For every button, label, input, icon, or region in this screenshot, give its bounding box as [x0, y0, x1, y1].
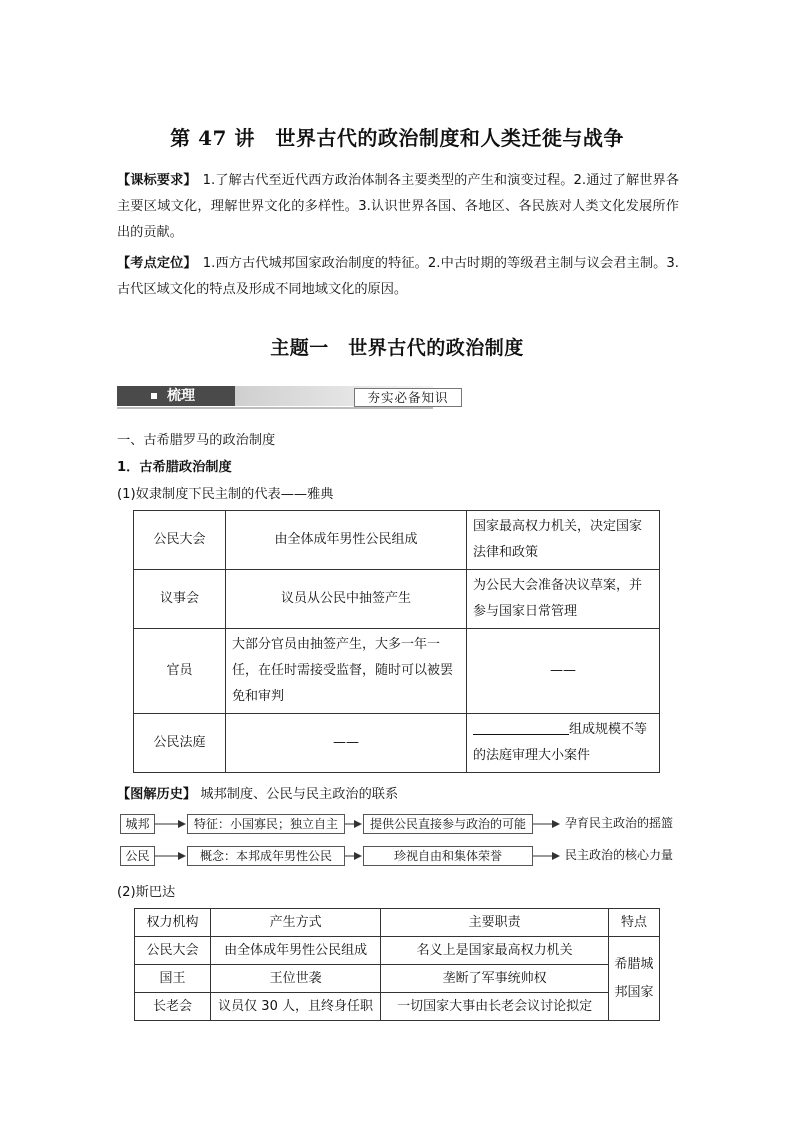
focus-tag: 【考点定位】	[117, 256, 197, 271]
table-header: 主要职责	[381, 909, 609, 937]
table-header: 权力机构	[135, 909, 211, 937]
diagram-node-feature: 特征：小国寡民；独立自主	[187, 814, 345, 834]
banner-divider	[117, 407, 433, 409]
table-cell: 官员	[134, 629, 226, 714]
table-cell	[467, 714, 660, 773]
table-cell: 公民大会	[135, 937, 211, 965]
table-cell: 由全体成年男性公民组成	[226, 511, 467, 570]
exam-focus	[117, 251, 679, 303]
table-row	[135, 965, 660, 993]
curriculum-text: 1.了解古代至近代西方政治体制各主要类型的产生和演变过程。2.通过了解世界各主要区域文化，理解世界文化的多样性。3.认识世界各国、各地区、各民族对人类文化发展所作出的贡献。	[117, 173, 680, 240]
diagram-tag: 【图解历史】	[117, 787, 197, 802]
fill-in-blank	[473, 719, 569, 735]
banner-sublabel: 夯实必备知识	[354, 388, 462, 407]
table-header: 产生方式	[210, 909, 380, 937]
section-banner	[117, 386, 449, 410]
diagram-node-middle: 珍视自由和集体荣誉	[363, 846, 533, 866]
table-cell: 公民法庭	[134, 714, 226, 773]
table-cell: 议员仅 30 人，且终身任职	[210, 993, 380, 1021]
table-cell: 为公民大会准备决议草案，并参与国家日常管理	[467, 570, 660, 629]
table-cell: 议事会	[134, 570, 226, 629]
square-bullet-icon	[151, 393, 157, 399]
table-cell: 国王	[135, 965, 211, 993]
table-cell: ——	[226, 714, 467, 773]
table-row	[134, 629, 660, 714]
page-title: 第 47 讲 世界古代的政治制度和人类迁徙与战争	[170, 126, 624, 150]
feature-cell: 希腊城邦国家	[609, 937, 660, 1021]
table-cell: 国家最高权力机关，决定国家法律和政策	[467, 511, 660, 570]
curriculum-requirements	[117, 168, 679, 246]
diagram-node-source: 城邦	[120, 814, 155, 834]
table-cell: 王位世袭	[210, 965, 380, 993]
diagram-caption: 城邦制度、公民与民主政治的联系	[200, 787, 399, 802]
diagram-result: 民主政治的核心力量	[565, 848, 674, 862]
focus-text: 1.西方古代城邦国家政治制度的特征。2.中古时期的等级君主制与议会君主制。3.古代区域文化的特点及形成不同地域文化的原因。	[117, 256, 679, 297]
diagram-node-feature: 概念：本邦成年男性公民	[187, 846, 345, 866]
table-row	[134, 714, 660, 773]
table-cell: 大部分官员由抽签产生，大多一年一任，在任时需接受监督，随时可以被罢免和审判	[226, 629, 467, 714]
relationship-diagram	[117, 808, 679, 868]
table-row	[135, 937, 660, 965]
diagram-result: 孕育民主政治的摇篮	[565, 816, 674, 830]
table-row	[135, 993, 660, 1021]
athens-table	[133, 510, 660, 773]
banner-label: 梳理	[167, 388, 195, 404]
table-cell: 一切国家大事由长老会议讨论拟定	[381, 993, 609, 1021]
sparta-table	[134, 908, 660, 1021]
athens-heading: (1)奴隶制度下民主制的代表——雅典	[117, 487, 334, 502]
table-cell: 垄断了军事统帅权	[381, 965, 609, 993]
table-row	[134, 511, 660, 570]
diagram-node-middle: 提供公民直接参与政治的可能	[363, 814, 533, 834]
topic-title: 主题一 世界古代的政治制度	[270, 337, 524, 359]
table-cell: 长老会	[135, 993, 211, 1021]
banner-label-box	[117, 386, 235, 406]
sparta-heading: (2)斯巴达	[117, 885, 176, 900]
table-cell: 名义上是国家最高权力机关	[381, 937, 609, 965]
table-header-row	[135, 909, 660, 937]
table-cell: 公民大会	[134, 511, 226, 570]
table-header: 特点	[609, 909, 660, 937]
table-row	[134, 570, 660, 629]
diagram-heading	[117, 783, 398, 802]
diagram-node-source: 公民	[120, 846, 155, 866]
curriculum-tag: 【课标要求】	[117, 173, 197, 188]
subsection-heading: 1．古希腊政治制度	[117, 460, 232, 475]
blank-suffix: 组成规模不等的法庭审理大小案件	[473, 722, 648, 763]
table-cell: 由全体成年男性公民组成	[210, 937, 380, 965]
table-cell: 议员从公民中抽签产生	[226, 570, 467, 629]
section-heading: 一、古希腊罗马的政治制度	[117, 433, 276, 448]
table-cell: ——	[467, 629, 660, 714]
